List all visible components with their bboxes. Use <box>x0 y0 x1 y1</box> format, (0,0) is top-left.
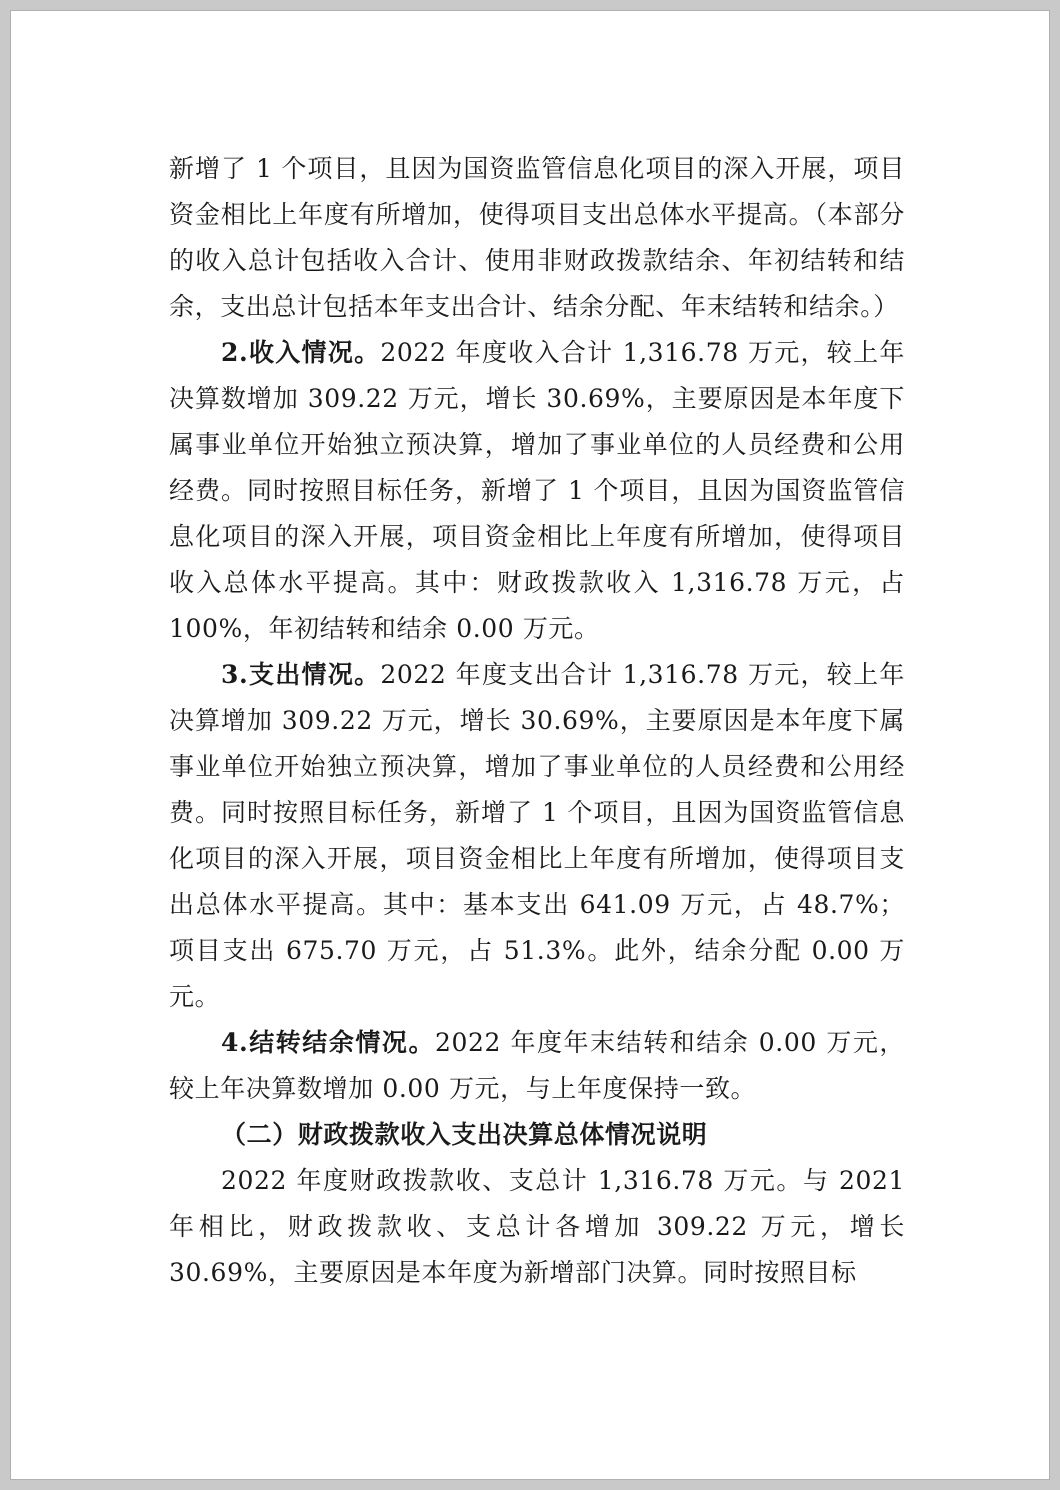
document-body <box>169 146 905 1296</box>
paragraph-expenditure-text: 2022 年度支出合计 1,316.78 万元，较上年决算增加 309.22 万元，增长 30.69%，主要原因是本年度下属事业单位开始独立预决算，增加了事业单位的人员经费和公用经费。同时按照目标任务，新增了 1 个项目，且因为国资监管信息化项目的深入开展，项目资金相比上年度有所增加，使得项目支出总体水平提高。其中：基本支出 641.09 万元，占 48.7%；项目支出 675.70 万元，占 51.3%。此外，结余分配 0.00 万元。 <box>169 660 905 1011</box>
paragraph-carryover-lead: 4.结转结余情况。 <box>221 1028 435 1057</box>
paragraph-fiscal-summary <box>169 1158 905 1296</box>
document-page <box>10 10 1050 1480</box>
section-heading: （二）财政拨款收入支出决算总体情况说明 <box>221 1120 708 1149</box>
paragraph-expenditure <box>169 652 905 1020</box>
paragraph-carryover-text: 2022 年度年末结转和结余 0.00 万元，较上年决算数增加 0.00 万元，与上年度保持一致。 <box>169 1028 905 1103</box>
paragraph-continuation <box>169 146 905 330</box>
paragraph-income <box>169 330 905 652</box>
paragraph-income-text: 2022 年度收入合计 1,316.78 万元，较上年决算数增加 309.22 万元，增长 30.69%，主要原因是本年度下属事业单位开始独立预决算，增加了事业单位的人员经费和公用经费。同时按照目标任务，新增了 1 个项目，且因为国资监管信息化项目的深入开展，项目资金相比上年度有所增加，使得项目收入总体水平提高。其中：财政拨款收入 1,316.78 万元，占 100%，年初结转和结余 0.00 万元。 <box>169 338 905 643</box>
paragraph-fiscal-summary-text: 2022 年度财政拨款收、支总计 1,316.78 万元。与 2021 年相比，财政拨款收、支总计各增加 309.22 万元，增长 30.69%，主要原因是本年度为新增部门决算。同时按照目标 <box>169 1166 905 1287</box>
paragraph-expenditure-lead: 3.支出情况。 <box>221 660 381 689</box>
paragraph-continuation-text: 新增了 1 个项目，且因为国资监管信息化项目的深入开展，项目资金相比上年度有所增加，使得项目支出总体水平提高。（本部分的收入总计包括收入合计、使用非财政拨款结余、年初结转和结余，支出总计包括本年支出合计、结余分配、年末结转和结余。） <box>169 154 905 321</box>
paragraph-income-lead: 2.收入情况。 <box>221 338 381 367</box>
paragraph-carryover <box>169 1020 905 1112</box>
